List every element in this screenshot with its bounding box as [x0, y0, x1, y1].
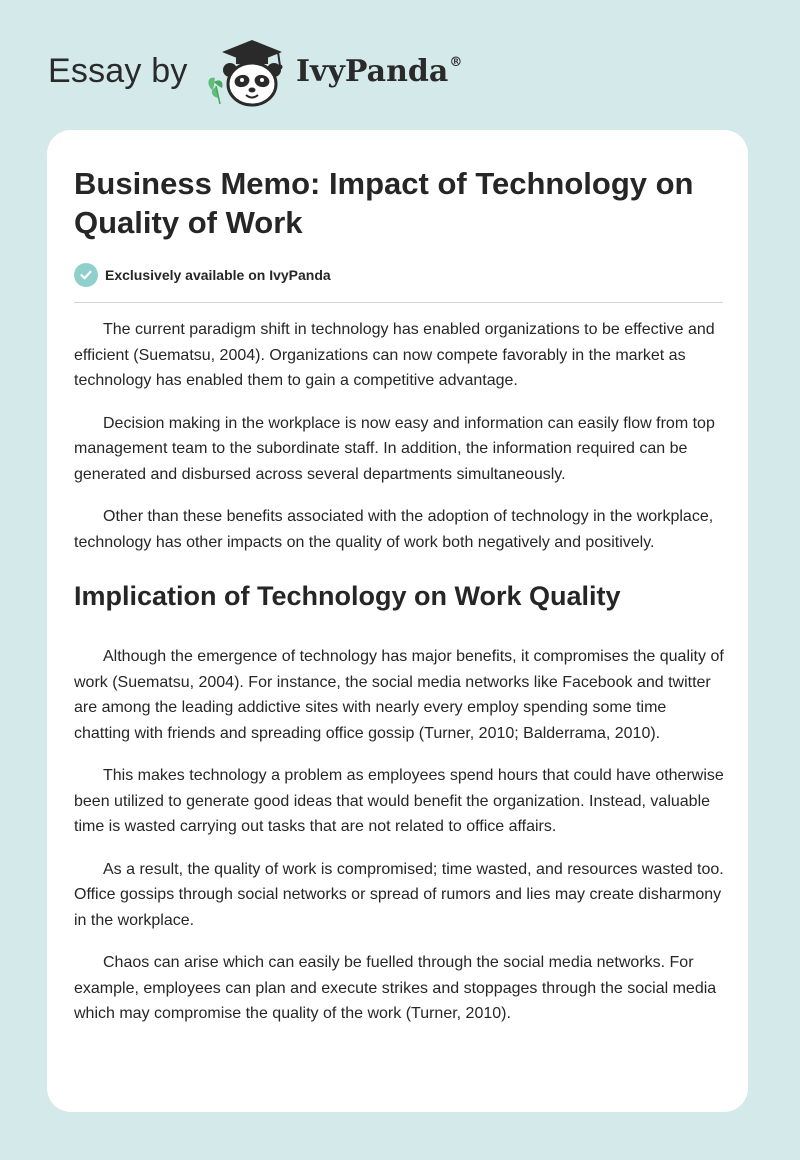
exclusive-badge — [74, 262, 331, 288]
panda-logo-icon — [200, 34, 292, 110]
paragraph: As a result, the quality of work is compromised; time wasted, and resources wasted too. Office gossips through social networks or spread of rumors and lies may create disharmony in the workplace. — [74, 860, 724, 929]
paragraph: Although the emergence of technology has major benefits, it compromises the quality of work (Suematsu, 2004). For instance, the social media networks like Facebook and twitter are among the leading addictive sites with nearly every employ spending some time chatting with friends and spreading office gossip (Turner, 2010; Balderrama, 2010). — [74, 648, 724, 742]
paragraph: The current paradigm shift in technology has enabled organizations to be effective and efficient (Suematsu, 2004). Organizations can now compete favorably in the market as technology has enabled them to gain a competitive advantage. — [74, 321, 715, 389]
paragraph: Chaos can arise which can easily be fuelled through the social media networks. For example, employees can plan and execute strikes and stoppages through the social media which may compromise the quality of the work (Turner, 2010). — [74, 954, 717, 1022]
essay-body — [74, 317, 724, 1044]
section-heading: Implication of Technology on Work Quality — [74, 581, 621, 611]
paragraph: This makes technology a problem as employees spend hours that could have otherwise been utilized to generate good ideas that would benefit the organization. Instead, valuable time is wasted carrying out tasks that are not related to office affairs. — [74, 767, 724, 835]
paragraph: Decision making in the workplace is now easy and information can easily flow from top management team to the subordinate staff. In addition, the information required can be generated and disbursed across several departments simultaneously. — [74, 414, 715, 483]
divider — [74, 302, 723, 303]
page-title: Business Memo: Impact of Technology on Quality of Work — [74, 166, 694, 240]
essay-by-label: Essay by — [48, 52, 188, 90]
brand-header[interactable] — [48, 34, 488, 110]
essay-card — [47, 130, 748, 1112]
brand-name: IvyPanda® — [296, 54, 463, 89]
paragraph: Other than these benefits associated with the adoption of technology in the workplace, technology has other impacts on the quality of work both negatively and positively. — [74, 508, 714, 551]
exclusive-label: Exclusively available on IvyPanda — [105, 267, 331, 283]
check-icon — [74, 263, 98, 287]
